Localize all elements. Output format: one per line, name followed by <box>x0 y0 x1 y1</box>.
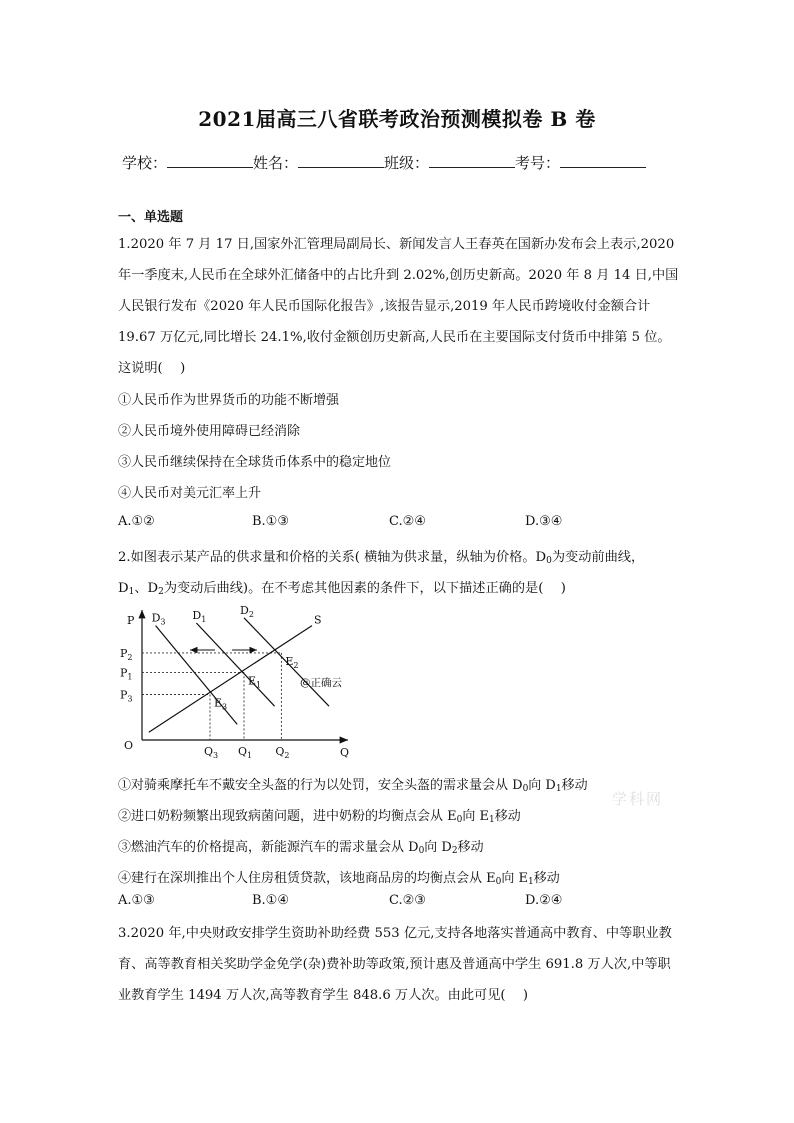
q2-choice-b[interactable]: B.①④ <box>252 893 289 908</box>
q1-item: ①人民币作为世界货币的功能不断增强 <box>118 393 340 408</box>
q1-line: 人民银行发布《2020 年人民币国际化报告》,该报告显示,2019 年人民币跨境收付金额合计 <box>118 299 651 314</box>
y-tick-p1: $P_1$ <box>120 666 133 682</box>
q1-line: 1.2020 年 7 月 17 日,国家外汇管理局副局长、新闻发言人王春英在国新办发布会上表示,2020 <box>118 237 675 252</box>
chart-annotation: @正确云 <box>300 677 342 689</box>
q3-line: 育、高等教育相关奖助学金免学(杂)费补助等政策,预计惠及普通高中学生 691.8 万人次,中等职 <box>118 957 671 972</box>
q1-choice-a[interactable]: A.①② <box>118 514 155 529</box>
x-axis-label: Q <box>340 746 350 759</box>
q2-line: 2.如图表示某产品的供求量和价格的关系( 横轴为供求量，纵轴为价格。$D_0$为变动前曲线， <box>118 550 645 566</box>
q1-item: ④人民币对美元汇率上升 <box>118 486 262 501</box>
class-field[interactable] <box>429 151 515 168</box>
q2-choice-c[interactable]: C.②③ <box>389 893 426 908</box>
series-label-d3: $D_3$ <box>151 611 166 627</box>
point-label-e2: $E_2$ <box>285 654 299 670</box>
page-title: 2021届高三八省联考政治预测模拟卷 B 卷 <box>198 107 596 131</box>
student-info-row <box>122 151 646 173</box>
q2-item: ②进口奶粉频繁出现致病菌问题，进中奶粉的均衡点会从 $E_0$向 $E_1$移动 <box>118 809 521 825</box>
number-label: 考号： <box>515 154 561 172</box>
series-label-d2: $D_2$ <box>240 603 254 619</box>
x-tick-q1: $Q_1$ <box>238 745 253 760</box>
q1-item: ③人民币继续保持在全球货币体系中的稳定地位 <box>118 455 392 470</box>
school-label: 学校： <box>122 154 168 172</box>
x-tick-q2: $Q_2$ <box>275 745 290 760</box>
q3-line: 3.2020 年,中央财政安排学生资助补助经费 553 亿元,支持各地落实普通高中教育、中等职业教 <box>118 926 672 941</box>
q1-line: 这说明( ) <box>118 361 186 376</box>
q2-item: ①对骑乘摩托车不戴安全头盔的行为以处罚，安全头盔的需求量会从 $D_0$向 $D_1$移动 <box>118 778 588 794</box>
x-tick-q3: $Q_3$ <box>204 745 219 760</box>
series-label-s: S <box>314 613 322 627</box>
section-heading: 一、单选题 <box>118 210 184 225</box>
q1-item: ②人民币境外使用障碍已经消除 <box>118 424 301 439</box>
class-label: 班级： <box>384 154 430 172</box>
origin-label: O <box>124 739 134 752</box>
y-tick-p2: $P_2$ <box>120 646 133 662</box>
q2-item: ③燃油汽车的价格提高，新能源汽车的需求量会从 $D_0$向 $D_2$移动 <box>118 840 484 856</box>
q1-choice-b[interactable]: B.①③ <box>252 514 289 529</box>
name-field[interactable] <box>298 151 384 168</box>
point-label-e1: $E_1$ <box>248 674 262 690</box>
q2-line: $D_1$、$D_2$为变动后曲线)。在不考虑其他因素的条件下，以下描述正确的是( ) <box>118 581 566 597</box>
series-label-d1: $D_1$ <box>192 609 207 624</box>
y-tick-p3: $P_3$ <box>120 688 133 704</box>
y-axis-label: P <box>127 614 135 627</box>
supply-demand-chart <box>118 600 358 765</box>
q2-choice-d[interactable]: D.②④ <box>525 893 563 908</box>
q1-line: 19.67 万亿元,同比增长 24.1%,收付金额创历史新高,人民币在主要国际支付货币中排第 5 位。 <box>118 330 671 345</box>
q1-choice-d[interactable]: D.③④ <box>525 514 563 529</box>
q1-line: 年一季度末,人民币在全球外汇储备中的占比升到 2.02%,创历史新高。2020 年 8 月 14 日,中国 <box>118 268 679 283</box>
point-label-e3: $E_3$ <box>214 696 228 712</box>
q2-choice-a[interactable]: A.①③ <box>118 893 155 908</box>
number-field[interactable] <box>560 151 646 168</box>
school-field[interactable] <box>167 151 253 168</box>
q2-item: ④建行在深圳推出个人住房租赁贷款，该地商品房的均衡点会从 $E_0$向 $E_1$移动 <box>118 871 560 887</box>
watermark-text: 学科网 <box>612 790 664 808</box>
q3-line: 业教育学生 1494 万人次,高等教育学生 848.6 万人次。由此可见( ) <box>118 988 529 1003</box>
name-label: 姓名： <box>253 154 299 172</box>
q1-choice-c[interactable]: C.②④ <box>389 514 426 529</box>
